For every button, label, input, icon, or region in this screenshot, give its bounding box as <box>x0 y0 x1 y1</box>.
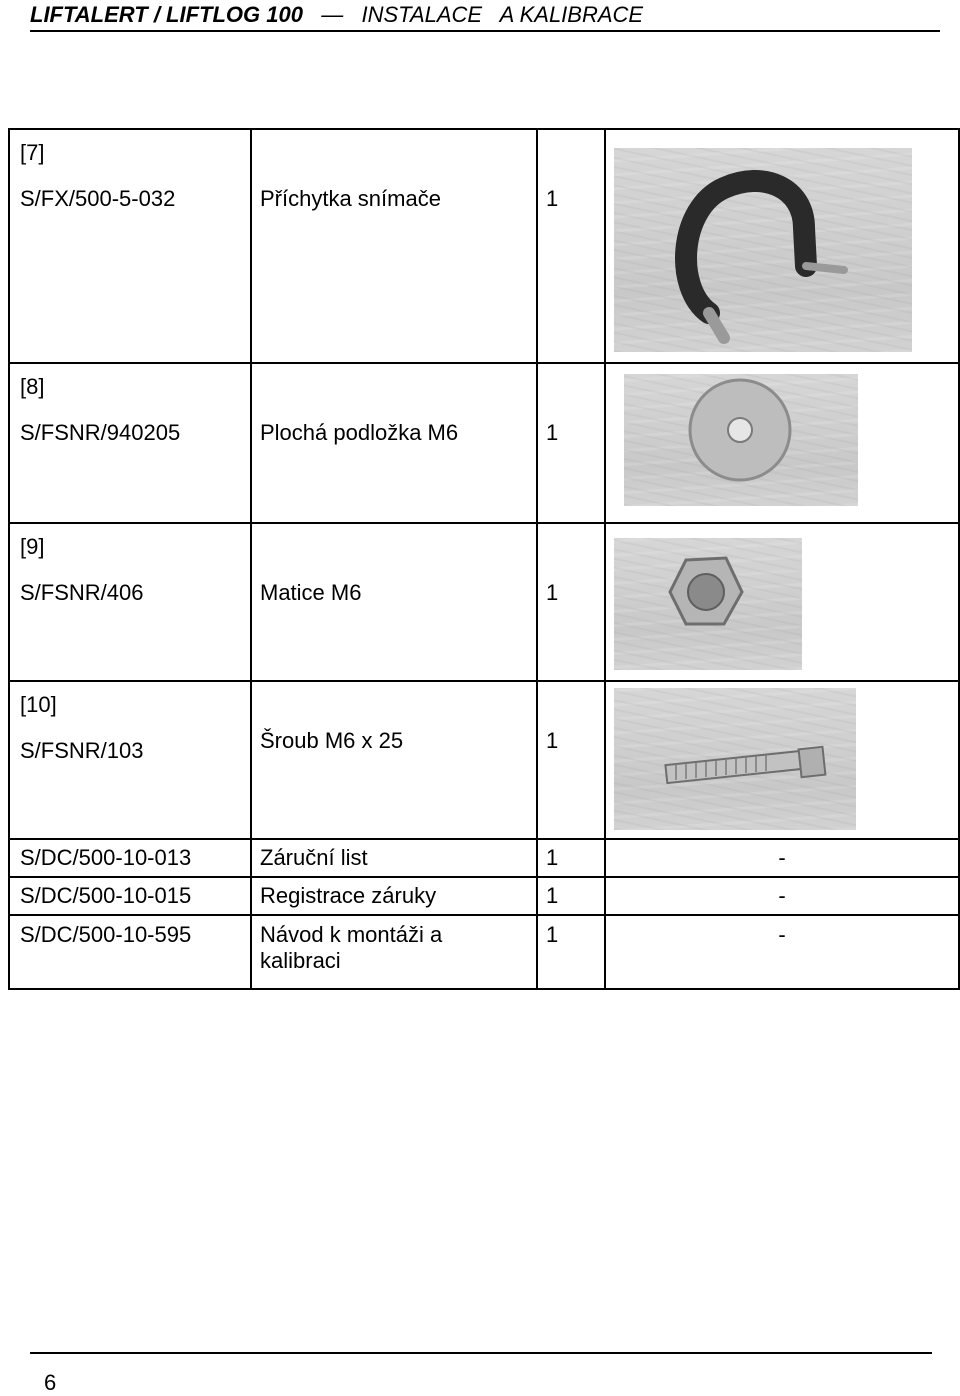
table-row <box>9 681 959 839</box>
bolt-photo <box>614 688 856 830</box>
part-code: S/FX/500-5-032 <box>20 186 176 211</box>
doc-no-image: - <box>778 922 786 947</box>
part-code-cell <box>9 523 251 681</box>
doc-description: Záruční list <box>260 845 368 870</box>
part-qty: 1 <box>546 186 559 211</box>
part-description: Plochá podložka M6 <box>260 420 459 445</box>
header-dash: — <box>321 2 344 27</box>
nut-photo <box>614 538 802 670</box>
doc-qty-cell <box>537 839 605 877</box>
doc-code-cell <box>9 877 251 915</box>
cable-clip-photo <box>614 148 912 352</box>
part-code-cell <box>9 363 251 523</box>
table-row <box>9 523 959 681</box>
doc-image-cell <box>605 915 959 989</box>
table-row <box>9 877 959 915</box>
part-qty-cell <box>537 681 605 839</box>
footer-divider <box>30 1352 932 1354</box>
part-code: S/FSNR/103 <box>20 738 144 763</box>
doc-qty-cell <box>537 877 605 915</box>
part-description-cell <box>251 523 537 681</box>
doc-qty: 1 <box>546 845 559 870</box>
doc-code: S/DC/500-10-595 <box>20 922 192 947</box>
doc-qty-cell <box>537 915 605 989</box>
doc-code-cell <box>9 839 251 877</box>
table-row <box>9 129 959 363</box>
part-code: S/FSNR/406 <box>20 580 144 605</box>
part-description: Šroub M6 x 25 <box>260 728 404 753</box>
doc-code-cell <box>9 915 251 989</box>
part-code: S/FSNR/940205 <box>20 420 181 445</box>
part-photo-cell <box>605 523 959 681</box>
doc-description-cell <box>251 839 537 877</box>
doc-qty: 1 <box>546 922 559 947</box>
doc-description-cell <box>251 877 537 915</box>
part-description: Příchytka snímače <box>260 186 441 211</box>
part-description: Matice M6 <box>260 580 362 605</box>
doc-description-cell <box>251 915 537 989</box>
part-photo-cell <box>605 681 959 839</box>
header-product: LIFTALERT / LIFTLOG 100 <box>30 2 303 27</box>
part-description-cell <box>251 681 537 839</box>
part-index: [9] <box>20 534 45 559</box>
part-code-cell <box>9 129 251 363</box>
doc-no-image: - <box>778 883 786 908</box>
page-header <box>30 0 940 32</box>
table-row <box>9 839 959 877</box>
part-qty-cell <box>537 129 605 363</box>
flat-washer-photo <box>624 374 858 506</box>
part-qty: 1 <box>546 728 559 753</box>
doc-code: S/DC/500-10-013 <box>20 845 192 870</box>
doc-description: Registrace záruky <box>260 883 437 908</box>
part-qty-cell <box>537 523 605 681</box>
doc-image-cell <box>605 839 959 877</box>
parts-table <box>8 128 960 990</box>
part-code-cell <box>9 681 251 839</box>
part-qty: 1 <box>546 580 559 605</box>
part-photo-cell <box>605 129 959 363</box>
table-row <box>9 915 959 989</box>
doc-code: S/DC/500-10-015 <box>20 883 192 908</box>
doc-description: Návod k montáži a kalibraci <box>260 922 443 973</box>
part-qty-cell <box>537 363 605 523</box>
doc-qty: 1 <box>546 883 559 908</box>
part-photo-cell <box>605 363 959 523</box>
table-row <box>9 363 959 523</box>
part-index: [8] <box>20 374 45 399</box>
part-description-cell <box>251 363 537 523</box>
part-qty: 1 <box>546 420 559 445</box>
page-number: 6 <box>44 1370 57 1395</box>
header-section: INSTALACE A KALIBRACE <box>361 2 644 27</box>
doc-image-cell <box>605 877 959 915</box>
part-index: [10] <box>20 692 57 717</box>
doc-no-image: - <box>778 845 786 870</box>
part-description-cell <box>251 129 537 363</box>
part-index: [7] <box>20 140 45 165</box>
